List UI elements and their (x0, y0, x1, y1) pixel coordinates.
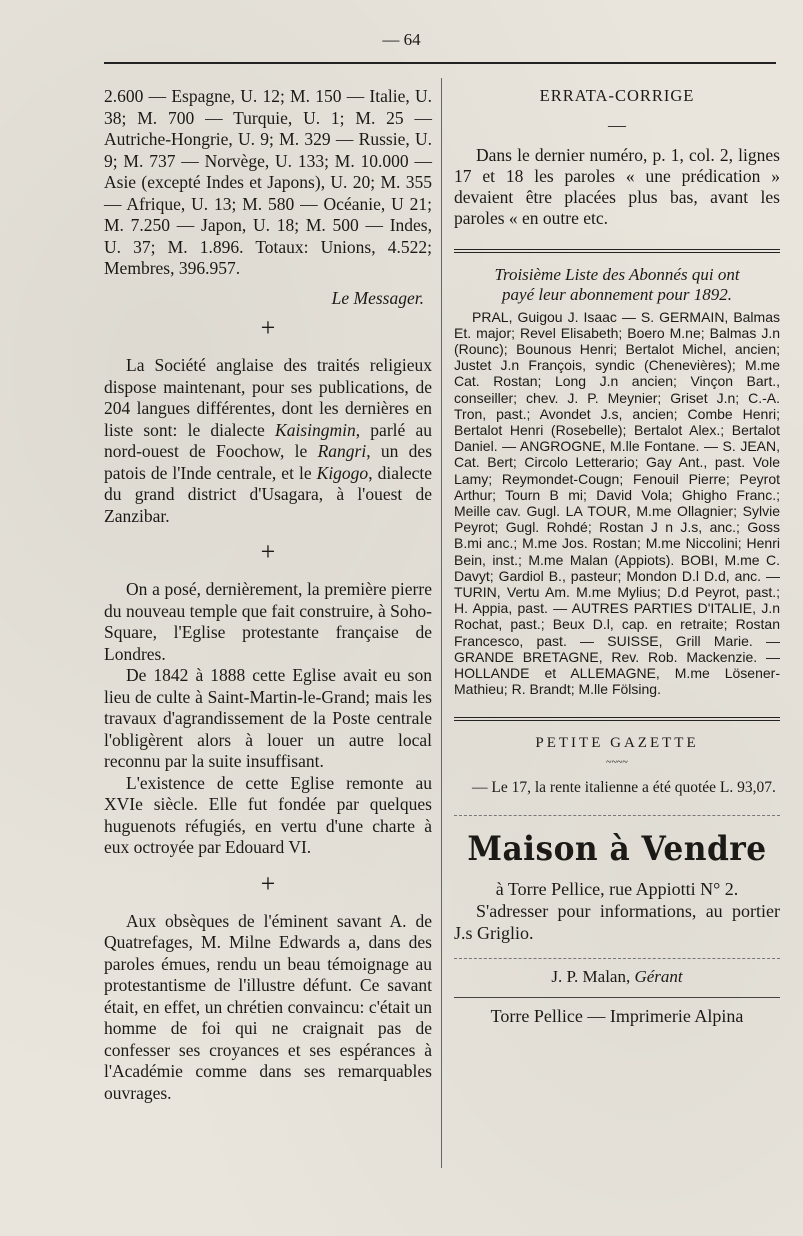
subscribers-list: PRAL, Guigou J. Isaac — S. GERMAIN, Balmas Et. major; Revel Elisabeth; Boero M.ne; Balmas J.n (Rounc); Bounous Henri; Bertalot Michel, ancien; Justet J.n François, syndic (Chenevières); M.me Cat. Rostan; Long J.n ancien; Vinçon Bart., conseiller; chev. J. P. Meynier; Griset J.n; C.-A. Tron, past.; Avondet J.s, ancien; Combe Henri; Bertalot Henri (Rosebelle); Bertalot Alex.; Bertalot Daniel. — ANGROGNE, M.lle Fontane. — S. JEAN, Cat. Bert; Circolo Letterario; Gay Ant., past. Vole Lamy; Reymondet-Cougn; Fenouil Pierre; Peyrot Arthur; Tourn B mi; David Vola; Ghigho Franc.; Meille cav. Gugl. LA TOUR, M.me Ollagnier; Sylvie Peyrot; Gugl. Rohdé; Rostan J n J.s, anc.; Goss B.mi anc.; M.me Jos. Rostan; M.me Niccolini; Henri Bein, inst.; M.me Malan (Appiots). BOBI, M.me C. Davyt; Gardiol B., pasteur; Mondon D.l D.d, anc. — TURIN, Vertu Am. M.me Mylius; D.d Peyrot, past.; H. Appia, past. — AUTRES PARTIES D'ITALIE, J.n Rochat, past.; Beux D.l, cap. en retraite; Rostan Francesco, past. — SUISSE, Grill Marie. — GRANDE BRETAGNE, Rev. Rob. Mackenzie. — HOLLANDE et ALLEMAGNE, M.me Lösener-Mathieu; R. Brandt; M.lle Fölsing. (454, 308, 780, 698)
section-rule-3 (454, 815, 780, 816)
church-article-p3: L'existence de cette Eglise remonte au XVIe siècle. Elle fut fondée par quelques huguenots réfugiés, en vertu d'une charte à eux octroyée par Edouard VI. (104, 772, 432, 857)
header-rule (104, 62, 776, 64)
messager-signature: Le Messager. (331, 287, 424, 308)
gazette-ornament: ~~~~ (606, 756, 628, 768)
section-cross-3: + (260, 868, 276, 898)
footer-rule (454, 997, 780, 998)
section-rule-2 (454, 717, 780, 721)
subscribers-list-heading: Troisième Liste des Abonnés qui ont payé leur abonnement pour 1892. (494, 264, 740, 304)
printer-imprint: Torre Pellice — Imprimerie Alpina (490, 1006, 744, 1027)
dialect-kigogo: Kigogo (316, 462, 369, 483)
section-cross-2: + (260, 537, 276, 566)
sale-advert-address: à Torre Pellice, rue Appiotti N° 2. (495, 878, 739, 899)
sale-advert-title: Maison à Vendre (467, 828, 767, 869)
section-cross-1: + (260, 313, 276, 342)
tract-society-article: La Société anglaise des traités religieux dispose maintenant, pour ses publications, de 204 langues différentes, dont les dernières en liste sont: le dialecte Kaisingmin, parlé au nord-ouest de Foochow, le Rangri, un des patois de l'Inde centrale, et le Kigogo, dialecte du grand district d'Usagara, à l'ouest de Zanzibar. (104, 355, 433, 526)
union-statistics: 2.600 — Espagne, U. 12; M. 150 — Italie, U. 38; M. 700 — Turquie, U. 1; M. 25 — Autriche-Hongrie, U. 9; M. 329 — Russie, U. 9; M. 737 — Norvège, U. 133; M. 10.000 — Asie (excepté Indes et Japons), U. 20; M. 355 — Afrique, U. 13; M. 580 — Océanie, U 21; M. 7.250 — Japon, U. 18; M. 500 — Indes, U. 37; M. 1.896. Totaux: Unions, 4.522; Membres, 396.957. (104, 86, 432, 278)
manager-role: Gérant (634, 966, 683, 986)
section-rule-1 (454, 249, 780, 253)
dialect-rangri: Rangri (317, 441, 367, 461)
gazette-heading: PETITE GAZETTE (535, 735, 699, 752)
errata-heading: ERRATA-CORRIGE (539, 86, 695, 105)
errata-text: Dans le dernier numéro, p. 1, col. 2, lignes 17 et 18 les paroles « une prédication » devaient être placées plus bas, avant les paroles « en outre etc. (454, 144, 780, 228)
church-article-p1: On a posé, dernièrement, la première pierre du nouveau temple que fait construire, à Soho-Square, l'Eglise protestante française de Londres. (104, 579, 432, 664)
section-rule-4 (454, 958, 780, 959)
manager-line (454, 967, 780, 988)
page-number: — 64 (382, 30, 421, 49)
left-column (104, 86, 432, 1104)
sale-advert-contact: S'adresser pour informations, au portier J.s Griglio. (454, 900, 780, 943)
quatrefages-article: Aux obsèques de l'éminent savant A. de Quatrefages, M. Milne Edwards a, dans des paroles émues, rendu un beau témoignage au protestantisme de l'illustre défunt. Ce savant était, en effet, un chrétien convaincu: c'était un homme de foi qui ne craignait pas de confesser ses croyances et ses espérances à l'Académie comme dans ses remarquables ouvrages. (104, 910, 432, 1103)
dialect-kaisingmin: Kaisingmin (275, 419, 356, 440)
gazette-news-item: — Le 17, la rente italienne a été quotée L. 93,07. (472, 778, 776, 796)
right-column (454, 86, 780, 1027)
church-article-p2: De 1842 à 1888 cette Eglise avait eu son lieu de culte à Saint-Martin-le-Grand; mais les travaux d'agrandissement de la Poste centrale l'obligèrent alors à louer un autre local reconnu par la suite insuffisant. (104, 665, 432, 771)
manager-name: J. P. Malan, (551, 966, 631, 986)
column-divider (441, 78, 442, 1168)
errata-dash: — (608, 114, 626, 135)
